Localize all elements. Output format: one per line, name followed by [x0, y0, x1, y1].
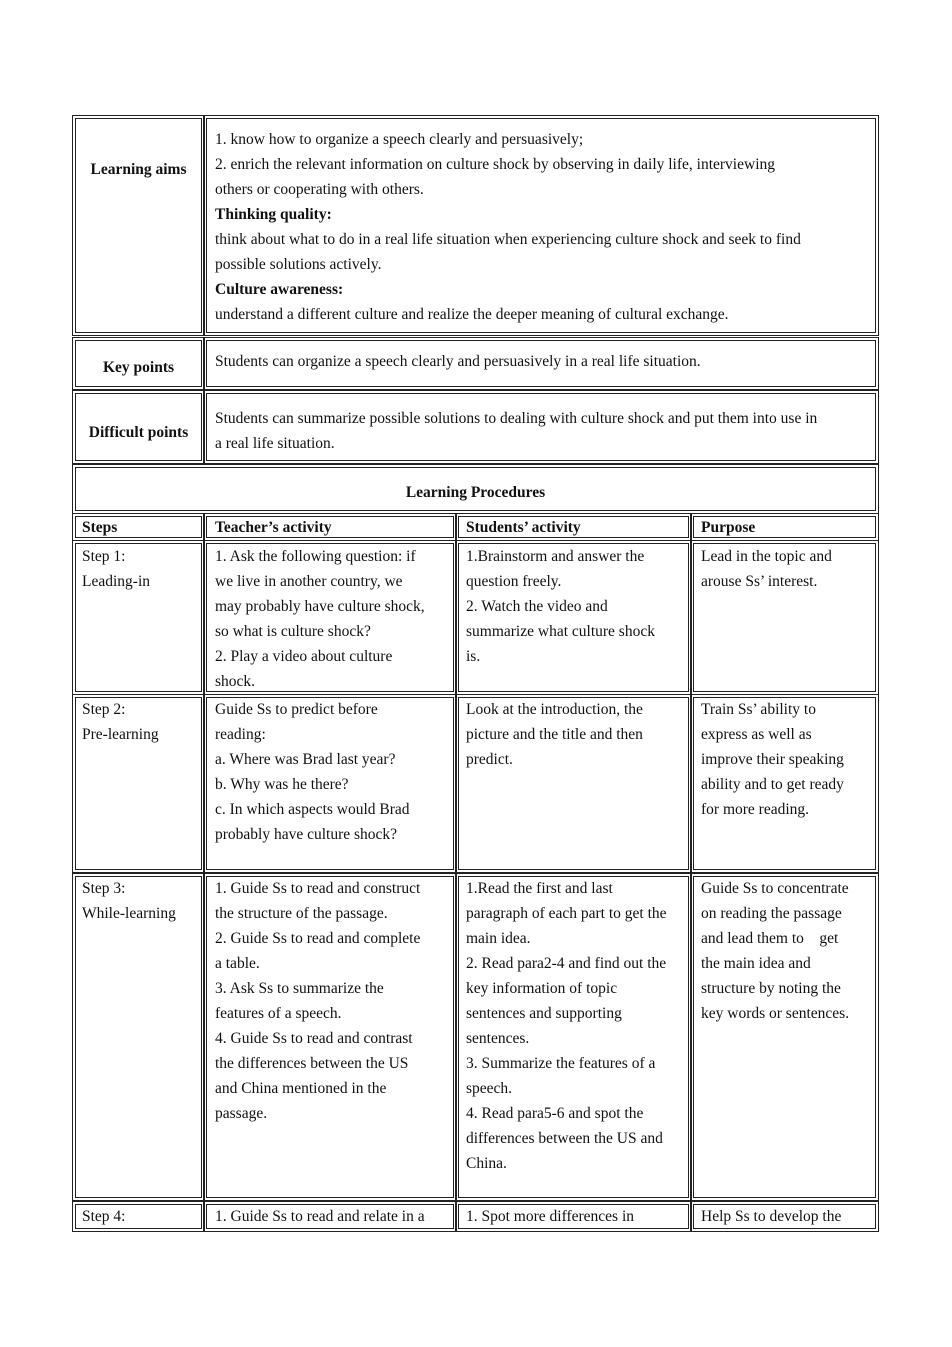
- teacher-line: shock.: [215, 673, 256, 690]
- learning-aims-label: Learning aims: [90, 161, 187, 178]
- procedures-title: Learning Procedures: [405, 484, 546, 501]
- students-line: 1.Brainstorm and answer the: [466, 548, 645, 565]
- step2-students-activity: [466, 697, 643, 772]
- step3-step-label: [82, 876, 176, 926]
- teacher-line: 4. Guide Ss to read and contrast: [215, 1030, 413, 1047]
- difficult-points-line: Students can summarize possible solutions to dealing with culture shock and put them into use in: [215, 410, 818, 427]
- teacher-line: features of a speech.: [215, 1005, 342, 1022]
- purpose-line: arouse Ss’ interest.: [701, 573, 818, 590]
- students-line: main idea.: [466, 930, 531, 947]
- step-line: Step 2:: [82, 701, 126, 718]
- purpose-line: on reading the passage: [701, 905, 842, 922]
- teacher-line: probably have culture shock?: [215, 826, 398, 843]
- teacher-line: passage.: [215, 1105, 268, 1122]
- step-line: Leading-in: [82, 573, 151, 590]
- purpose-line: express as well as: [701, 726, 812, 743]
- students-line: 2. Watch the video and: [466, 598, 608, 615]
- header-teacher-activity: Teacher’s activity: [215, 519, 332, 536]
- teacher-line: 3. Ask Ss to summarize the: [215, 980, 384, 997]
- teacher-line: reading:: [215, 726, 266, 743]
- students-line: sentences.: [466, 1030, 530, 1047]
- key-points-text: Students can organize a speech clearly and persuasively in a real life situation.: [215, 353, 701, 370]
- students-line: picture and the title and then: [466, 726, 643, 743]
- teacher-line: Guide Ss to predict before: [215, 701, 378, 718]
- difficult-points-text: [215, 406, 875, 456]
- purpose-line: and lead them to get: [701, 930, 839, 947]
- teacher-line: a table.: [215, 955, 260, 972]
- step2-purpose: [701, 697, 844, 822]
- learning-aims-line: 1. know how to organize a speech clearly and persuasively;: [215, 131, 584, 148]
- students-line: 2. Read para2-4 and find out the: [466, 955, 667, 972]
- teacher-line: the differences between the US: [215, 1055, 409, 1072]
- purpose-line: key words or sentences.: [701, 1005, 850, 1022]
- step2-step-label: [82, 697, 159, 747]
- difficult-points-label: Difficult points: [88, 424, 189, 441]
- students-line: is.: [466, 648, 481, 665]
- learning-aims-line: others or cooperating with others.: [215, 181, 424, 198]
- teacher-line: a. Where was Brad last year?: [215, 751, 396, 768]
- step4-step-label: Step 4:: [82, 1208, 126, 1225]
- teacher-line: b. Why was he there?: [215, 776, 349, 793]
- purpose-line: Train Ss’ ability to: [701, 701, 816, 718]
- purpose-line: for more reading.: [701, 801, 810, 818]
- teacher-line: c. In which aspects would Brad: [215, 801, 410, 818]
- step4-students-activity: 1. Spot more differences in: [466, 1208, 635, 1225]
- students-line: question freely.: [466, 573, 562, 590]
- step4-teacher-activity: 1. Guide Ss to read and relate in a: [215, 1208, 425, 1225]
- students-line: 4. Read para5-6 and spot the: [466, 1105, 644, 1122]
- step1-purpose: [701, 544, 832, 594]
- key-points-label: Key points: [102, 359, 175, 376]
- learning-aims-label-cell: [75, 118, 202, 333]
- difficult-points-line: a real life situation.: [215, 435, 335, 452]
- header-purpose: Purpose: [701, 519, 756, 536]
- students-line: sentences and supporting: [466, 1005, 622, 1022]
- purpose-line: ability and to get ready: [701, 776, 844, 793]
- teacher-line: 2. Play a video about culture: [215, 648, 393, 665]
- students-line: paragraph of each part to get the: [466, 905, 667, 922]
- teacher-line: may probably have culture shock,: [215, 598, 425, 615]
- students-line: summarize what culture shock: [466, 623, 655, 640]
- learning-aims-line: understand a different culture and realize the deeper meaning of cultural exchange.: [215, 306, 729, 323]
- students-line: Look at the introduction, the: [466, 701, 643, 718]
- students-line: China.: [466, 1155, 507, 1172]
- students-line: predict.: [466, 751, 513, 768]
- step-line: While-learning: [82, 905, 176, 922]
- teacher-line: the structure of the passage.: [215, 905, 388, 922]
- students-line: 1.Read the first and last: [466, 880, 613, 897]
- students-line: speech.: [466, 1080, 513, 1097]
- purpose-line: improve their speaking: [701, 751, 844, 768]
- teacher-line: 2. Guide Ss to read and complete: [215, 930, 421, 947]
- teacher-line: so what is culture shock?: [215, 623, 371, 640]
- step3-students-activity: [466, 876, 667, 1176]
- step3-purpose: [701, 876, 849, 1026]
- step-line: Step 3:: [82, 880, 126, 897]
- learning-aims-text: [215, 127, 875, 327]
- step3-teacher-activity: [215, 876, 420, 1126]
- step4-purpose: Help Ss to develop the: [701, 1208, 842, 1225]
- step1-students-activity: [466, 544, 655, 669]
- students-line: 3. Summarize the features of a: [466, 1055, 656, 1072]
- header-steps: Steps: [82, 519, 118, 536]
- purpose-line: structure by noting the: [701, 980, 841, 997]
- purpose-line: Lead in the topic and: [701, 548, 832, 565]
- learning-aims-line: 2. enrich the relevant information on culture shock by observing in daily life, interviewing: [215, 156, 775, 173]
- step1-step-label: [82, 544, 150, 594]
- teacher-line: and China mentioned in the: [215, 1080, 387, 1097]
- purpose-line: Guide Ss to concentrate: [701, 880, 849, 897]
- step1-teacher-activity: [215, 544, 425, 694]
- learning-aims-line: possible solutions actively.: [215, 256, 382, 273]
- teacher-line: we live in another country, we: [215, 573, 403, 590]
- learning-aims-line: think about what to do in a real life situation when experiencing culture shock and seek to find: [215, 231, 801, 248]
- step-line: Pre-learning: [82, 726, 159, 743]
- thinking-quality-heading: Thinking quality:: [215, 206, 332, 223]
- purpose-line: the main idea and: [701, 955, 811, 972]
- header-students-activity: Students’ activity: [466, 519, 581, 536]
- step2-teacher-activity: [215, 697, 410, 847]
- teacher-line: 1. Guide Ss to read and construct: [215, 880, 421, 897]
- teacher-line: 1. Ask the following question: if: [215, 548, 416, 565]
- students-line: differences between the US and: [466, 1130, 663, 1147]
- step-line: Step 1:: [82, 548, 126, 565]
- students-line: key information of topic: [466, 980, 618, 997]
- culture-awareness-heading: Culture awareness:: [215, 281, 344, 298]
